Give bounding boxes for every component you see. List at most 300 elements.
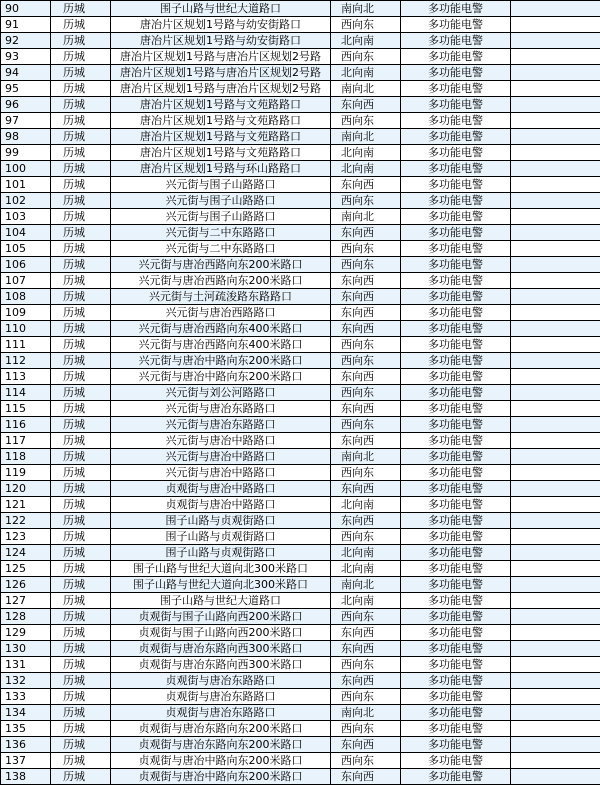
blank-cell bbox=[511, 577, 600, 593]
blank-cell bbox=[511, 241, 600, 257]
district-cell: 历城 bbox=[51, 321, 111, 337]
device-type-cell: 多功能电警 bbox=[401, 1, 511, 17]
row-number: 97 bbox=[1, 113, 51, 129]
district-cell: 历城 bbox=[51, 257, 111, 273]
table-row bbox=[1, 225, 600, 241]
table-row bbox=[1, 257, 600, 273]
table-row bbox=[1, 81, 600, 97]
district-cell: 历城 bbox=[51, 353, 111, 369]
district-cell: 历城 bbox=[51, 241, 111, 257]
blank-cell bbox=[511, 705, 600, 721]
table-row bbox=[1, 97, 600, 113]
row-number: 138 bbox=[1, 769, 51, 785]
table-row bbox=[1, 241, 600, 257]
direction-cell: 西向东 bbox=[331, 17, 401, 33]
blank-cell bbox=[511, 385, 600, 401]
location-cell: 兴元街与唐冶西路路口 bbox=[111, 305, 331, 321]
device-type-cell: 多功能电警 bbox=[401, 433, 511, 449]
district-cell: 历城 bbox=[51, 721, 111, 737]
blank-cell bbox=[511, 737, 600, 753]
blank-cell bbox=[511, 433, 600, 449]
location-cell: 唐冶片区规划1号路与幼安街路口 bbox=[111, 33, 331, 49]
direction-cell: 东向西 bbox=[331, 289, 401, 305]
table-body bbox=[1, 1, 600, 785]
blank-cell bbox=[511, 449, 600, 465]
table-row bbox=[1, 1, 600, 17]
blank-cell bbox=[511, 97, 600, 113]
device-type-cell: 多功能电警 bbox=[401, 609, 511, 625]
district-cell: 历城 bbox=[51, 289, 111, 305]
device-type-cell: 多功能电警 bbox=[401, 81, 511, 97]
district-cell: 历城 bbox=[51, 97, 111, 113]
location-cell: 兴元街与二中东路路口 bbox=[111, 241, 331, 257]
location-cell: 兴元街与唐冶中路路口 bbox=[111, 433, 331, 449]
direction-cell: 西向东 bbox=[331, 465, 401, 481]
location-cell: 兴元街与土河疏浚路东路路口 bbox=[111, 289, 331, 305]
direction-cell: 东向西 bbox=[331, 177, 401, 193]
district-cell: 历城 bbox=[51, 33, 111, 49]
direction-cell: 西向东 bbox=[331, 113, 401, 129]
blank-cell bbox=[511, 513, 600, 529]
district-cell: 历城 bbox=[51, 545, 111, 561]
table-row bbox=[1, 737, 600, 753]
device-type-cell: 多功能电警 bbox=[401, 369, 511, 385]
location-cell: 兴元街与围子山路路口 bbox=[111, 209, 331, 225]
location-cell: 贞观街与唐冶中路向东200米路口 bbox=[111, 753, 331, 769]
row-number: 119 bbox=[1, 465, 51, 481]
blank-cell bbox=[511, 289, 600, 305]
direction-cell: 西向东 bbox=[331, 721, 401, 737]
device-type-cell: 多功能电警 bbox=[401, 97, 511, 113]
table-row bbox=[1, 385, 600, 401]
blank-cell bbox=[511, 305, 600, 321]
table-row bbox=[1, 481, 600, 497]
row-number: 92 bbox=[1, 33, 51, 49]
direction-cell: 东向西 bbox=[331, 401, 401, 417]
table-row bbox=[1, 593, 600, 609]
district-cell: 历城 bbox=[51, 577, 111, 593]
table-row bbox=[1, 177, 600, 193]
location-cell: 兴元街与唐冶西路向东400米路口 bbox=[111, 337, 331, 353]
table-row bbox=[1, 433, 600, 449]
direction-cell: 西向东 bbox=[331, 49, 401, 65]
table-row bbox=[1, 305, 600, 321]
device-type-cell: 多功能电警 bbox=[401, 273, 511, 289]
direction-cell: 东向西 bbox=[331, 433, 401, 449]
table-row bbox=[1, 321, 600, 337]
direction-cell: 西向东 bbox=[331, 529, 401, 545]
row-number: 120 bbox=[1, 481, 51, 497]
location-cell: 兴元街与唐冶西路向东200米路口 bbox=[111, 257, 331, 273]
direction-cell: 东向西 bbox=[331, 305, 401, 321]
row-number: 113 bbox=[1, 369, 51, 385]
district-cell: 历城 bbox=[51, 481, 111, 497]
table-row bbox=[1, 449, 600, 465]
blank-cell bbox=[511, 545, 600, 561]
device-type-cell: 多功能电警 bbox=[401, 497, 511, 513]
table-row bbox=[1, 529, 600, 545]
row-number: 107 bbox=[1, 273, 51, 289]
location-cell: 贞观街与唐冶东路路口 bbox=[111, 673, 331, 689]
direction-cell: 东向西 bbox=[331, 641, 401, 657]
district-cell: 历城 bbox=[51, 609, 111, 625]
device-type-cell: 多功能电警 bbox=[401, 625, 511, 641]
direction-cell: 西向东 bbox=[331, 753, 401, 769]
blank-cell bbox=[511, 145, 600, 161]
blank-cell bbox=[511, 465, 600, 481]
direction-cell: 西向东 bbox=[331, 337, 401, 353]
device-type-cell: 多功能电警 bbox=[401, 225, 511, 241]
row-number: 98 bbox=[1, 129, 51, 145]
row-number: 136 bbox=[1, 737, 51, 753]
device-type-cell: 多功能电警 bbox=[401, 737, 511, 753]
row-number: 126 bbox=[1, 577, 51, 593]
blank-cell bbox=[511, 417, 600, 433]
district-cell: 历城 bbox=[51, 513, 111, 529]
direction-cell: 东向西 bbox=[331, 481, 401, 497]
table-row bbox=[1, 657, 600, 673]
device-type-cell: 多功能电警 bbox=[401, 241, 511, 257]
row-number: 124 bbox=[1, 545, 51, 561]
location-cell: 兴元街与刘公河路路口 bbox=[111, 385, 331, 401]
direction-cell: 南向北 bbox=[331, 209, 401, 225]
location-cell: 唐冶片区规划1号路与文苑路路口 bbox=[111, 145, 331, 161]
direction-cell: 南向北 bbox=[331, 577, 401, 593]
device-type-cell: 多功能电警 bbox=[401, 49, 511, 65]
district-cell: 历城 bbox=[51, 769, 111, 785]
district-cell: 历城 bbox=[51, 305, 111, 321]
location-cell: 兴元街与唐冶西路向东400米路口 bbox=[111, 321, 331, 337]
blank-cell bbox=[511, 625, 600, 641]
device-type-cell: 多功能电警 bbox=[401, 17, 511, 33]
table-row bbox=[1, 401, 600, 417]
district-cell: 历城 bbox=[51, 337, 111, 353]
blank-cell bbox=[511, 209, 600, 225]
direction-cell: 东向西 bbox=[331, 321, 401, 337]
device-type-cell: 多功能电警 bbox=[401, 417, 511, 433]
direction-cell: 西向东 bbox=[331, 353, 401, 369]
location-cell: 贞观街与唐冶东路路口 bbox=[111, 705, 331, 721]
location-cell: 围子山路与世纪大道向北300米路口 bbox=[111, 577, 331, 593]
device-type-cell: 多功能电警 bbox=[401, 177, 511, 193]
location-cell: 兴元街与唐冶中路向东200米路口 bbox=[111, 369, 331, 385]
blank-cell bbox=[511, 401, 600, 417]
table-row bbox=[1, 609, 600, 625]
row-number: 132 bbox=[1, 673, 51, 689]
blank-cell bbox=[511, 673, 600, 689]
direction-cell: 南向北 bbox=[331, 129, 401, 145]
district-cell: 历城 bbox=[51, 641, 111, 657]
row-number: 105 bbox=[1, 241, 51, 257]
district-cell: 历城 bbox=[51, 273, 111, 289]
device-type-cell: 多功能电警 bbox=[401, 321, 511, 337]
table-row bbox=[1, 129, 600, 145]
district-cell: 历城 bbox=[51, 17, 111, 33]
location-cell: 兴元街与围子山路路口 bbox=[111, 177, 331, 193]
row-number: 115 bbox=[1, 401, 51, 417]
blank-cell bbox=[511, 753, 600, 769]
district-cell: 历城 bbox=[51, 1, 111, 17]
blank-cell bbox=[511, 177, 600, 193]
direction-cell: 东向西 bbox=[331, 369, 401, 385]
district-cell: 历城 bbox=[51, 561, 111, 577]
row-number: 130 bbox=[1, 641, 51, 657]
location-cell: 兴元街与唐冶西路向东200米路口 bbox=[111, 273, 331, 289]
blank-cell bbox=[511, 65, 600, 81]
table-row bbox=[1, 625, 600, 641]
device-type-cell: 多功能电警 bbox=[401, 593, 511, 609]
direction-cell: 西向东 bbox=[331, 609, 401, 625]
blank-cell bbox=[511, 113, 600, 129]
direction-cell: 南向北 bbox=[331, 1, 401, 17]
location-cell: 贞观街与唐冶东路向西300米路口 bbox=[111, 641, 331, 657]
district-cell: 历城 bbox=[51, 129, 111, 145]
device-type-cell: 多功能电警 bbox=[401, 337, 511, 353]
table-row bbox=[1, 353, 600, 369]
district-cell: 历城 bbox=[51, 657, 111, 673]
row-number: 93 bbox=[1, 49, 51, 65]
location-cell: 贞观街与唐冶东路向西300米路口 bbox=[111, 657, 331, 673]
blank-cell bbox=[511, 225, 600, 241]
device-type-cell: 多功能电警 bbox=[401, 641, 511, 657]
row-number: 94 bbox=[1, 65, 51, 81]
direction-cell: 东向西 bbox=[331, 737, 401, 753]
row-number: 137 bbox=[1, 753, 51, 769]
table-row bbox=[1, 33, 600, 49]
direction-cell: 北向南 bbox=[331, 593, 401, 609]
device-type-cell: 多功能电警 bbox=[401, 513, 511, 529]
location-cell: 围子山路与世纪大道路口 bbox=[111, 593, 331, 609]
row-number: 96 bbox=[1, 97, 51, 113]
blank-cell bbox=[511, 129, 600, 145]
direction-cell: 西向东 bbox=[331, 385, 401, 401]
district-cell: 历城 bbox=[51, 737, 111, 753]
blank-cell bbox=[511, 481, 600, 497]
district-cell: 历城 bbox=[51, 529, 111, 545]
location-cell: 兴元街与唐冶东路路口 bbox=[111, 401, 331, 417]
direction-cell: 北向南 bbox=[331, 561, 401, 577]
device-type-cell: 多功能电警 bbox=[401, 673, 511, 689]
direction-cell: 北向南 bbox=[331, 65, 401, 81]
district-cell: 历城 bbox=[51, 65, 111, 81]
location-cell: 唐冶片区规划1号路与幼安街路口 bbox=[111, 17, 331, 33]
location-cell: 唐冶片区规划1号路与唐冶片区规划2号路 bbox=[111, 65, 331, 81]
device-type-cell: 多功能电警 bbox=[401, 305, 511, 321]
table-row bbox=[1, 497, 600, 513]
blank-cell bbox=[511, 1, 600, 17]
district-cell: 历城 bbox=[51, 145, 111, 161]
table-row bbox=[1, 673, 600, 689]
location-cell: 唐冶片区规划1号路与环山路路口 bbox=[111, 161, 331, 177]
location-cell: 唐冶片区规划1号路与文苑路路口 bbox=[111, 97, 331, 113]
location-cell: 唐冶片区规划1号路与唐冶片区规划2号路 bbox=[111, 81, 331, 97]
district-cell: 历城 bbox=[51, 705, 111, 721]
district-cell: 历城 bbox=[51, 465, 111, 481]
district-cell: 历城 bbox=[51, 225, 111, 241]
table-row bbox=[1, 705, 600, 721]
table-row bbox=[1, 513, 600, 529]
device-type-cell: 多功能电警 bbox=[401, 289, 511, 305]
district-cell: 历城 bbox=[51, 753, 111, 769]
row-number: 99 bbox=[1, 145, 51, 161]
row-number: 112 bbox=[1, 353, 51, 369]
location-cell: 兴元街与二中东路路口 bbox=[111, 225, 331, 241]
location-cell: 兴元街与唐冶中路路口 bbox=[111, 465, 331, 481]
row-number: 90 bbox=[1, 1, 51, 17]
table-row bbox=[1, 689, 600, 705]
district-cell: 历城 bbox=[51, 385, 111, 401]
blank-cell bbox=[511, 33, 600, 49]
direction-cell: 南向北 bbox=[331, 81, 401, 97]
row-number: 108 bbox=[1, 289, 51, 305]
blank-cell bbox=[511, 641, 600, 657]
direction-cell: 东向西 bbox=[331, 769, 401, 785]
row-number: 109 bbox=[1, 305, 51, 321]
blank-cell bbox=[511, 193, 600, 209]
direction-cell: 东向西 bbox=[331, 513, 401, 529]
district-cell: 历城 bbox=[51, 177, 111, 193]
row-number: 102 bbox=[1, 193, 51, 209]
device-type-cell: 多功能电警 bbox=[401, 161, 511, 177]
district-cell: 历城 bbox=[51, 593, 111, 609]
direction-cell: 西向东 bbox=[331, 689, 401, 705]
blank-cell bbox=[511, 609, 600, 625]
blank-cell bbox=[511, 257, 600, 273]
device-type-cell: 多功能电警 bbox=[401, 449, 511, 465]
device-type-cell: 多功能电警 bbox=[401, 721, 511, 737]
table-row bbox=[1, 113, 600, 129]
row-number: 125 bbox=[1, 561, 51, 577]
district-cell: 历城 bbox=[51, 433, 111, 449]
district-cell: 历城 bbox=[51, 497, 111, 513]
device-type-cell: 多功能电警 bbox=[401, 145, 511, 161]
row-number: 116 bbox=[1, 417, 51, 433]
table-row bbox=[1, 641, 600, 657]
direction-cell: 西向东 bbox=[331, 193, 401, 209]
location-cell: 贞观街与唐冶中路路口 bbox=[111, 481, 331, 497]
table-row bbox=[1, 273, 600, 289]
row-number: 123 bbox=[1, 529, 51, 545]
location-cell: 围子山路与贞观街路口 bbox=[111, 545, 331, 561]
location-cell: 围子山路与世纪大道向北300米路口 bbox=[111, 561, 331, 577]
table-row bbox=[1, 161, 600, 177]
location-cell: 贞观街与围子山路向西200米路口 bbox=[111, 609, 331, 625]
direction-cell: 南向北 bbox=[331, 705, 401, 721]
location-cell: 贞观街与唐冶东路路口 bbox=[111, 689, 331, 705]
blank-cell bbox=[511, 353, 600, 369]
row-number: 103 bbox=[1, 209, 51, 225]
direction-cell: 北向南 bbox=[331, 33, 401, 49]
table-row bbox=[1, 417, 600, 433]
device-type-cell: 多功能电警 bbox=[401, 33, 511, 49]
district-cell: 历城 bbox=[51, 369, 111, 385]
location-cell: 兴元街与唐冶东路路口 bbox=[111, 417, 331, 433]
row-number: 135 bbox=[1, 721, 51, 737]
location-cell: 唐冶片区规划1号路与唐冶片区规划2号路 bbox=[111, 49, 331, 65]
table-row bbox=[1, 545, 600, 561]
direction-cell: 西向东 bbox=[331, 241, 401, 257]
row-number: 101 bbox=[1, 177, 51, 193]
row-number: 121 bbox=[1, 497, 51, 513]
blank-cell bbox=[511, 49, 600, 65]
direction-cell: 东向西 bbox=[331, 225, 401, 241]
device-type-cell: 多功能电警 bbox=[401, 353, 511, 369]
location-cell: 兴元街与围子山路路口 bbox=[111, 193, 331, 209]
district-cell: 历城 bbox=[51, 449, 111, 465]
direction-cell: 北向南 bbox=[331, 497, 401, 513]
row-number: 134 bbox=[1, 705, 51, 721]
district-cell: 历城 bbox=[51, 113, 111, 129]
direction-cell: 北向南 bbox=[331, 145, 401, 161]
table-row bbox=[1, 753, 600, 769]
district-cell: 历城 bbox=[51, 401, 111, 417]
location-cell: 围子山路与贞观街路口 bbox=[111, 529, 331, 545]
blank-cell bbox=[511, 273, 600, 289]
table-row bbox=[1, 49, 600, 65]
device-type-cell: 多功能电警 bbox=[401, 401, 511, 417]
row-number: 110 bbox=[1, 321, 51, 337]
device-type-cell: 多功能电警 bbox=[401, 65, 511, 81]
blank-cell bbox=[511, 321, 600, 337]
table-row bbox=[1, 209, 600, 225]
row-number: 100 bbox=[1, 161, 51, 177]
district-cell: 历城 bbox=[51, 49, 111, 65]
blank-cell bbox=[511, 657, 600, 673]
device-type-cell: 多功能电警 bbox=[401, 113, 511, 129]
district-cell: 历城 bbox=[51, 417, 111, 433]
blank-cell bbox=[511, 529, 600, 545]
table-row bbox=[1, 369, 600, 385]
blank-cell bbox=[511, 689, 600, 705]
row-number: 95 bbox=[1, 81, 51, 97]
device-type-cell: 多功能电警 bbox=[401, 769, 511, 785]
table-row bbox=[1, 145, 600, 161]
device-type-cell: 多功能电警 bbox=[401, 385, 511, 401]
direction-cell: 西向东 bbox=[331, 657, 401, 673]
direction-cell: 东向西 bbox=[331, 673, 401, 689]
table-row bbox=[1, 65, 600, 81]
location-cell: 唐冶片区规划1号路与文苑路路口 bbox=[111, 129, 331, 145]
device-type-cell: 多功能电警 bbox=[401, 193, 511, 209]
row-number: 91 bbox=[1, 17, 51, 33]
device-type-cell: 多功能电警 bbox=[401, 545, 511, 561]
device-type-cell: 多功能电警 bbox=[401, 689, 511, 705]
location-cell: 围子山路与贞观街路口 bbox=[111, 513, 331, 529]
district-cell: 历城 bbox=[51, 209, 111, 225]
direction-cell: 北向南 bbox=[331, 161, 401, 177]
direction-cell: 西向东 bbox=[331, 417, 401, 433]
blank-cell bbox=[511, 497, 600, 513]
device-type-cell: 多功能电警 bbox=[401, 257, 511, 273]
device-type-cell: 多功能电警 bbox=[401, 657, 511, 673]
row-number: 104 bbox=[1, 225, 51, 241]
row-number: 111 bbox=[1, 337, 51, 353]
table-row bbox=[1, 17, 600, 33]
direction-cell: 东向西 bbox=[331, 625, 401, 641]
device-type-cell: 多功能电警 bbox=[401, 209, 511, 225]
row-number: 127 bbox=[1, 593, 51, 609]
blank-cell bbox=[511, 337, 600, 353]
table-row bbox=[1, 193, 600, 209]
table-row bbox=[1, 561, 600, 577]
direction-cell: 北向南 bbox=[331, 545, 401, 561]
district-cell: 历城 bbox=[51, 81, 111, 97]
device-type-cell: 多功能电警 bbox=[401, 705, 511, 721]
blank-cell bbox=[511, 81, 600, 97]
location-cell: 唐冶片区规划1号路与文苑路路口 bbox=[111, 113, 331, 129]
device-type-cell: 多功能电警 bbox=[401, 577, 511, 593]
device-type-cell: 多功能电警 bbox=[401, 529, 511, 545]
